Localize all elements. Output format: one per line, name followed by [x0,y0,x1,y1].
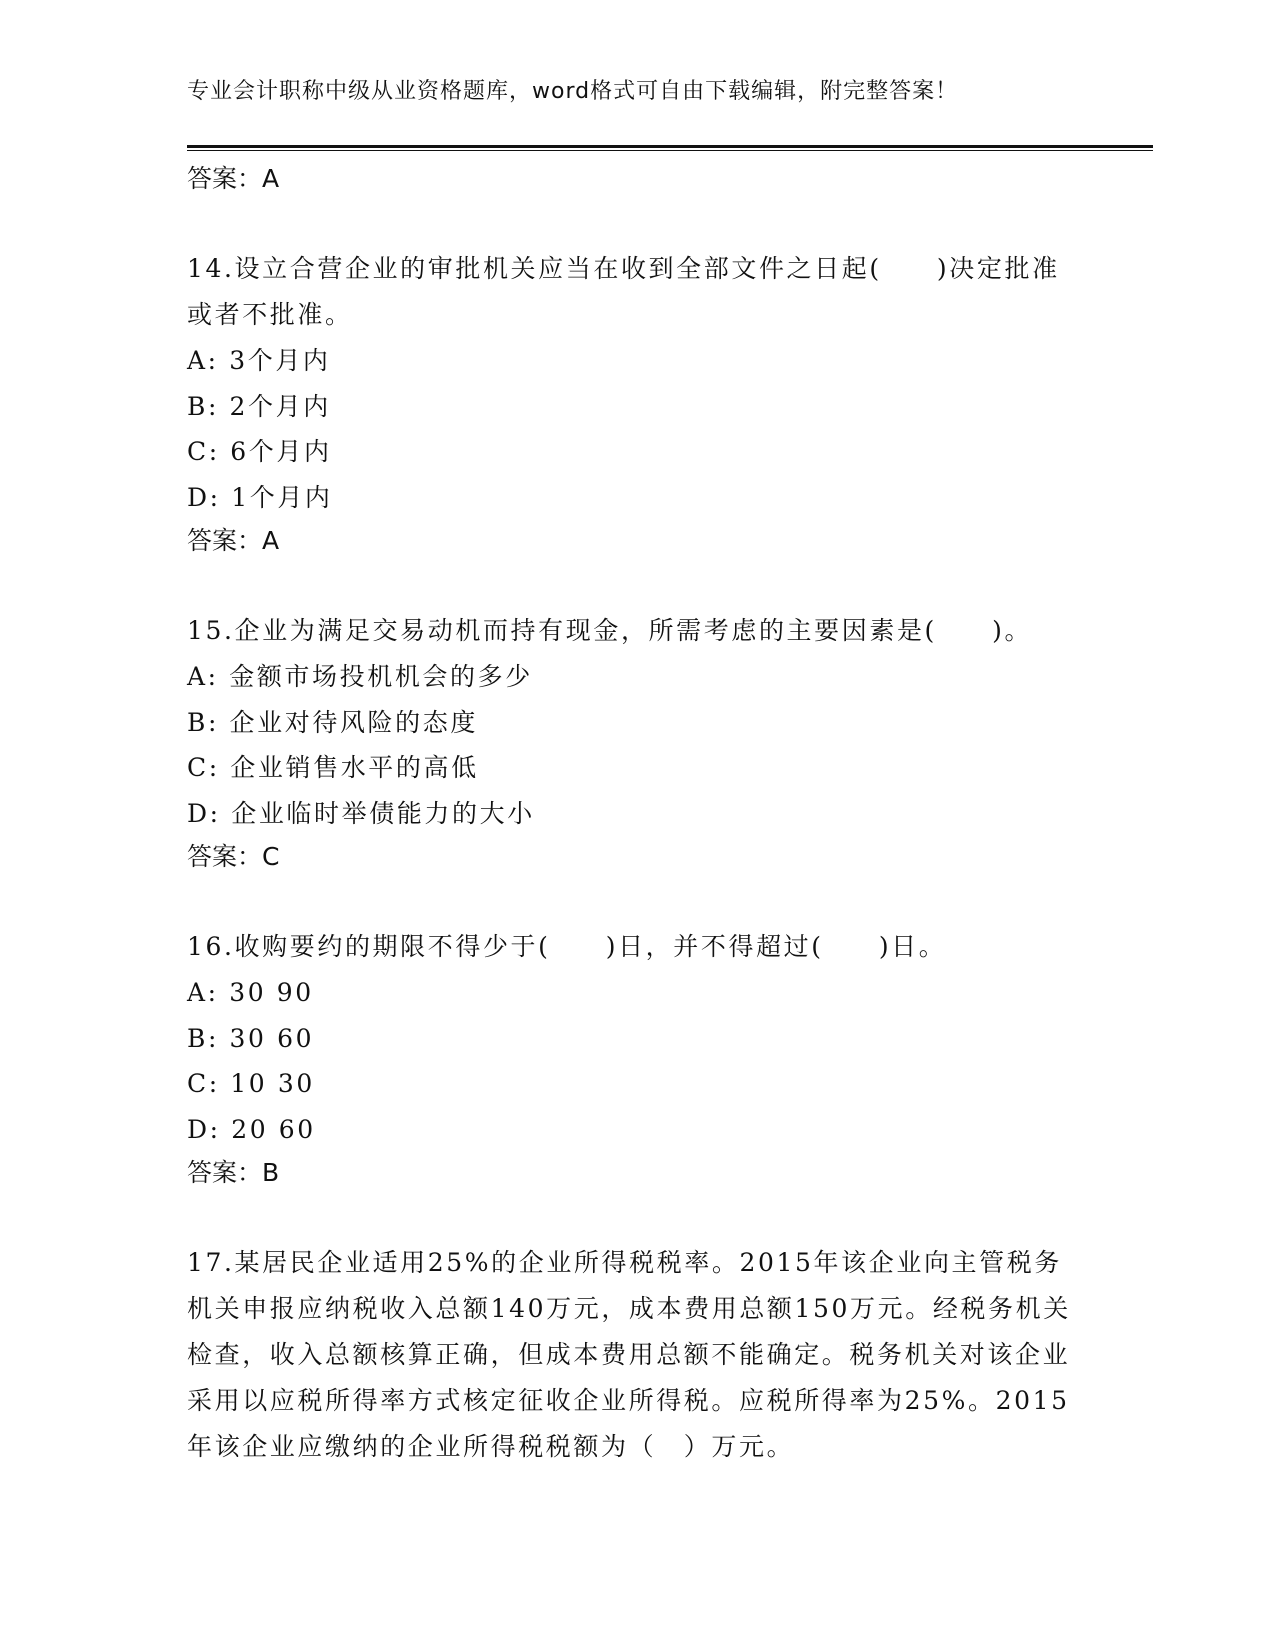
answer-line: 答案：A [187,526,280,555]
option-d: D: 企业临时举债能力的大小 [187,798,535,828]
question-stem: 15.企业为满足交易动机而持有现金，所需考虑的主要因素是( )。 [187,616,1033,645]
option-b: B: 企业对待风险的态度 [187,707,478,737]
question-16 [187,924,1087,1194]
option-c: C: 6个月内 [187,437,332,466]
option-d: D: 20 60 [187,1114,316,1144]
option-b: B: 30 60 [187,1023,315,1053]
option-a: A: 3个月内 [187,346,331,375]
question-stem: 17.某居民企业适用25%的企业所得税税率。2015年该企业向主管税务机关申报应纳税收入总额140万元，成本费用总额150万元。经税务机关检查，收入总额核算正确，但成本费用总额不能确定。税务机关对该企业采用以应税所得率方式核定征收企业所得税。应税所得率为25%。2015年该企业应缴纳的企业所得税税额为（ ）万元。 [187,1248,1071,1461]
page-header: 专业会计职称中级从业资格题库，word格式可自由下载编辑，附完整答案！ [187,79,959,104]
option-c: C: 企业销售水平的高低 [187,753,479,782]
question-stem: 16.收购要约的期限不得少于( )日，并不得超过( )日。 [187,932,947,961]
header-rule-thick [187,145,1153,148]
header-rule-thin [187,150,1153,151]
option-a: A: 金额市场投机机会的多少 [187,662,533,691]
question-14 [187,246,1087,562]
document-body [187,158,1087,1470]
question-stem: 14.设立合营企业的审批机关应当在收到全部文件之日起( )决定批准或者不批准。 [187,254,1060,329]
question-17 [187,1240,1087,1470]
answer-line: 答案：A [187,164,280,193]
option-c: C: 10 30 [187,1069,315,1098]
answer-line: 答案：B [187,1158,280,1187]
question-15 [187,608,1087,878]
option-b: B: 2个月内 [187,391,331,421]
option-a: A: 30 90 [187,978,314,1007]
answer-line: 答案：C [187,842,280,871]
option-d: D: 1个月内 [187,482,333,512]
